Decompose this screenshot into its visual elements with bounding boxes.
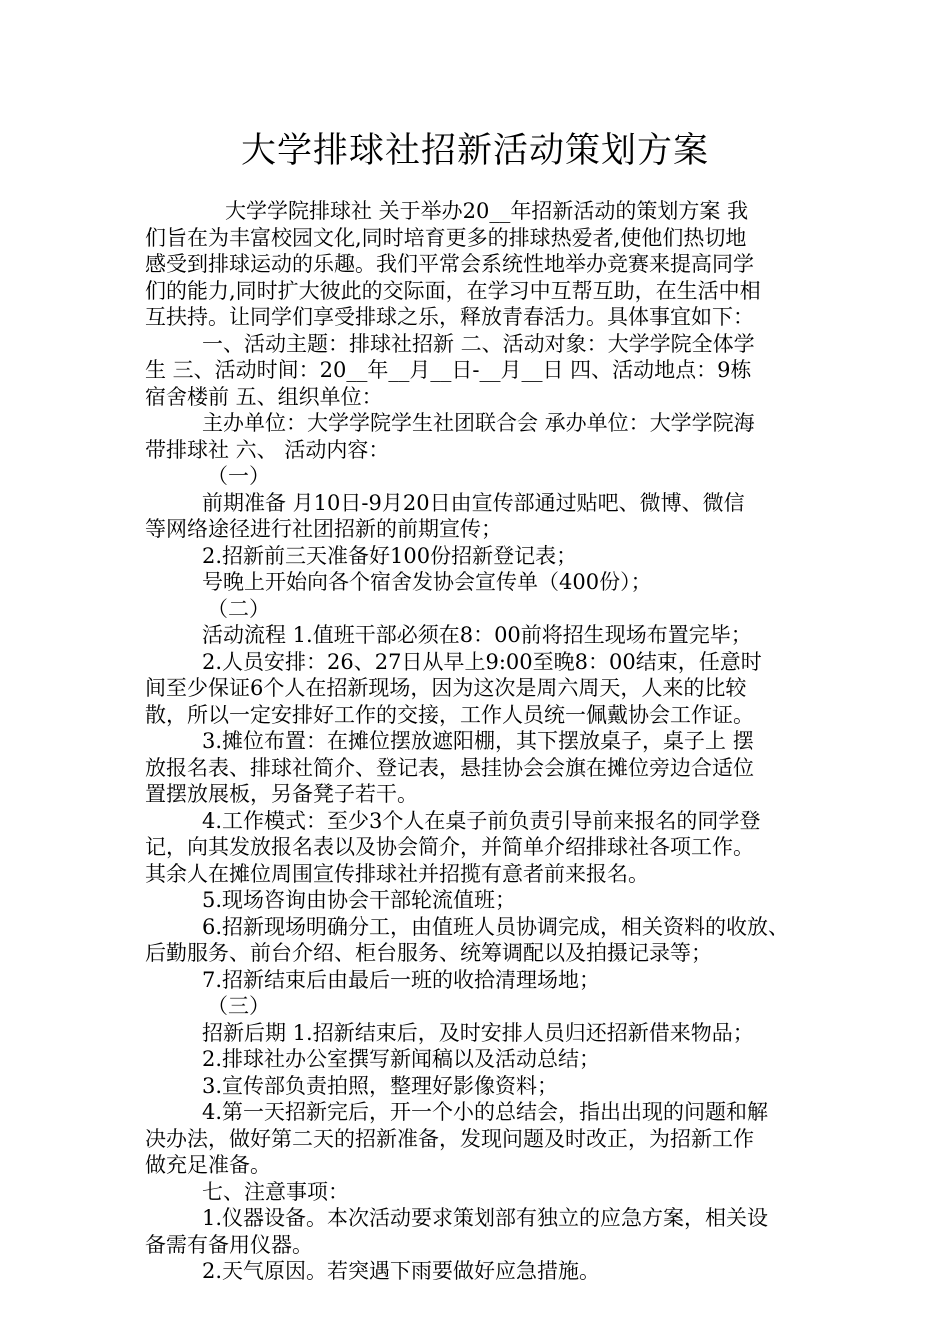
body-line: 生 三、活动时间：20__年__月__日-__月__日 四、活动地点：9栋 [145, 358, 752, 382]
body-line: 6.招新现场明确分工，由值班人员协调完成，相关资料的收放、 [202, 914, 790, 939]
document-body [145, 198, 825, 1285]
body-line: 其余人在摊位周围宣传排球社并招揽有意者前来报名。 [145, 861, 649, 886]
body-line: 3.摊位布置：在摊位摆放遮阳棚，其下摆放桌子，桌子上 摆 [202, 729, 754, 753]
body-line: 等网络途径进行社团招新的前期宣传； [145, 517, 502, 541]
body-line: 记，向其发放报名表以及协会简介，并简单介绍排球社各项工作。 [145, 835, 754, 859]
body-line: 前期准备 月10日-9月20日由宣传部通过贴吧、微博、微信 [202, 490, 745, 515]
body-line: 2.排球社办公室撰写新闻稿以及活动总结； [202, 1047, 601, 1071]
body-line: （三） [207, 994, 270, 1018]
body-line: 大学学院排球社 关于举办20__年招新活动的策划方案 我 [225, 199, 749, 223]
body-line: 4.工作模式：至少3个人在桌子前负责引导前来报名的同学登 [202, 808, 761, 833]
body-line: 放报名表、排球社简介、登记表，悬挂协会会旗在摊位旁边合适位 [145, 755, 754, 780]
body-line: 主办单位：大学学院学生社团联合会 承办单位：大学学院海 [202, 411, 755, 435]
body-line: 间至少保证6个人在招新现场，因为这次是周六周天，人来的比较 [145, 676, 747, 700]
body-line: 感受到排球运动的乐趣。我们平常会系统性地举办竞赛来提高同学 [145, 252, 754, 276]
body-line: 5.现场咨询由协会干部轮流值班； [202, 888, 517, 912]
body-line: 互扶持。让同学们享受排球之乐，释放青春活力。具体事宜如下： [145, 305, 754, 329]
body-line: 做充足准备。 [145, 1153, 271, 1177]
body-line: 备需有备用仪器。 [145, 1232, 313, 1257]
body-line: 一、活动主题：排球社招新 二、活动对象：大学学院全体学 [202, 331, 755, 356]
body-line: 们旨在为丰富校园文化,同时培育更多的排球热爱者,使他们热切地 [145, 225, 747, 250]
body-line: 2.招新前三天准备好100份招新登记表； [202, 543, 578, 568]
body-line: 置摆放展板，另备凳子若干。 [145, 782, 418, 806]
body-line: 后勤服务、前台介绍、柜台服务、统筹调配以及拍摄记录等； [145, 941, 712, 965]
document-title: 大学排球社招新活动策划方案 [240, 131, 709, 171]
body-line: 活动流程 1.值班干部必须在8：00前将招生现场布置完毕； [202, 623, 752, 647]
body-line: （一） [207, 464, 270, 488]
body-line: 七、注意事项： [202, 1179, 349, 1204]
body-line: 们的能力,同时扩大彼此的交际面，在学习中互帮互助，在生活中相 [145, 278, 761, 303]
body-line: 2.天气原因。若突遇下雨要做好应急措施。 [202, 1259, 601, 1283]
body-line: 决办法，做好第二天的招新准备，发现问题及时改正，为招新工作 [145, 1126, 754, 1151]
body-line: 号晚上开始向各个宿舍发协会宣传单（400份）； [202, 570, 652, 594]
body-line: 散，所以一定安排好工作的交接，工作人员统一佩戴协会工作证。 [145, 702, 754, 727]
body-line: 招新后期 1.招新结束后，及时安排人员归还招新借来物品； [202, 1020, 754, 1045]
body-line: 宿舍楼前 五、组织单位： [145, 384, 383, 409]
body-line: 带排球社 六、 活动内容： [145, 437, 390, 462]
body-line: 2.人员安排：26、27日从早上9:00至晚8：00结束，任意时 [202, 649, 762, 674]
body-line: （二） [207, 596, 270, 621]
body-line: 3.宣传部负责拍照，整理好影像资料； [202, 1073, 559, 1098]
body-line: 4.第一天招新完后，开一个小的总结会，指出出现的问题和解 [202, 1100, 769, 1124]
body-line: 1.仪器设备。本次活动要求策划部有独立的应急方案，相关设 [202, 1206, 769, 1230]
body-line: 7.招新结束后由最后一班的收拾清理场地； [202, 967, 601, 992]
